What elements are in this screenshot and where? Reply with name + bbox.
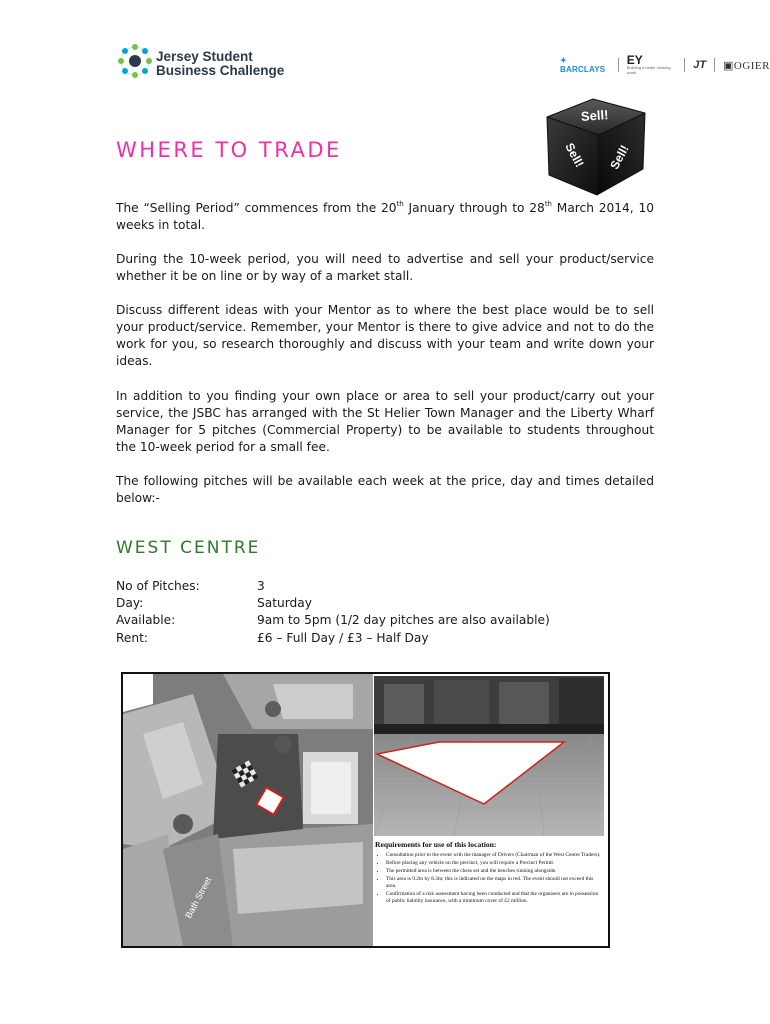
detail-label: Available: [116,613,176,628]
pitch-details [116,578,550,647]
paragraph-mentor: Discuss different ideas with your Mentor as to where the best place would be to sell your product/service. Remember, your Mentor is there to give advice and not to do the work for you, so research thoroughly and discuss with your team and write down your ideas. [116,303,654,368]
sponsor-logos [560,53,770,75]
page-title: WHERE TO TRADE [116,138,342,162]
ogier-logo: ▣OGIER [722,59,770,72]
dice-right-text: Sell! [607,142,632,172]
section-title: WEST CENTRE [116,538,261,558]
paragraph-pitches: In addition to you finding your own place or area to sell your product/carry out your service, the JSBC has arranged with the St Helier Town Manager and the Liberty Wharf Manager for 5 pitches (Commercial Property) to be available to students throughout the 10-week period for a small fee. [116,389,654,454]
dice-left-text: Sell! [562,140,587,170]
sponsor-divider [684,58,685,72]
ey-logo: EY Building a better working world [626,53,671,75]
street-label: Bath Street [183,875,214,920]
logo-text [156,50,284,78]
logo-ring-icon [118,44,152,78]
detail-label: Day: [116,596,144,611]
detail-row [116,612,550,629]
list-item: • Confirmation of a risk assessment having been conducted and that the organisers are in possession of public liability insurance, with a minimum cover of £2 million. [386,891,603,904]
detail-label: Rent: [116,630,149,645]
barclays-logo: ✦ BARCLAYS [560,56,606,74]
detail-row [116,630,550,647]
detail-label: No of Pitches: [116,579,200,593]
detail-row [116,578,550,595]
detail-value: 9am to 5pm (1/2 day pitches are also available) [257,613,550,628]
list-item: • The permitted area is between the chess set and the benches running alongside. [386,868,603,875]
list-item: • This area is 9.2m by 8.3m; this is indicated on the maps in red. The event should not exceed this area. [386,876,603,889]
list-item: • Before placing any vehicle on the precinct, you will require a Precinct Permit. [386,860,603,867]
requirements-title: Requirements for use of this location: [375,840,497,849]
paragraph-advertise: During the 10-week period, you will need to advertise and sell your product/service whether it be on line or by way of a market stall. [116,252,654,283]
dice-top-text: Sell! [580,107,609,124]
sell-dice-image [533,95,658,200]
list-item: • Consultation prior to the event with the manager of Drivers (Chairman of the West Centre Traders). [386,852,603,859]
aerial-map-image [123,674,373,946]
paragraph-selling-period: The “Selling Period” commences from the 20th January through to 28th March 2014, 10 weeks in total. [116,199,654,232]
logo-line-1: Jersey Student [156,49,253,64]
sponsor-divider [618,58,619,72]
logo-line-2: Business Challenge [156,63,285,78]
requirements-box [375,840,603,906]
jt-logo: JT [693,59,707,71]
detail-value: 3 [257,579,265,593]
detail-value: Saturday [257,596,312,611]
location-figure [121,672,610,948]
precinct-photo [374,676,604,836]
detail-row [116,595,550,612]
paragraph-following: The following pitches will be available each week at the price, day and times detailed below:- [116,474,654,505]
detail-value: £6 – Full Day / £3 – Half Day [257,630,429,645]
sponsor-divider [714,58,715,72]
requirements-list [375,852,603,904]
